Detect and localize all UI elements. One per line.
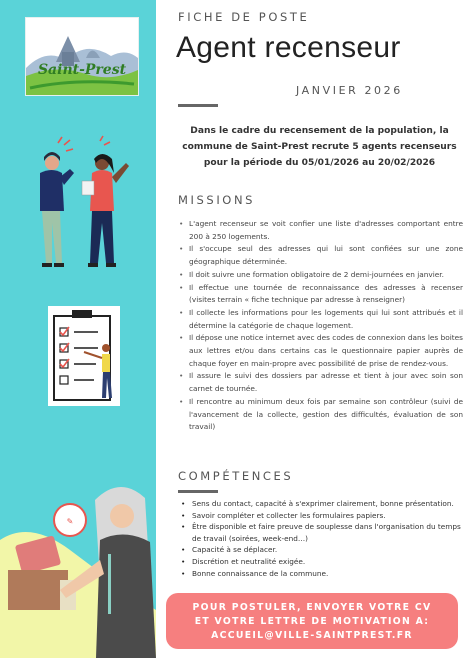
town-logo	[25, 17, 139, 96]
list-item: • Il assure le suivi des dossiers par adresse et tient à jour avec soin son carnet de tournée.	[178, 370, 463, 395]
list-item: • Il dépose une notice internet avec des codes de connexion dans les boites aux lettres et/ou dans certains cas le questionnaire papier auprès de chaque foyer en main-propre avec possibilité de prise de rendez-vous.	[178, 332, 463, 370]
contact-email-link[interactable]: ACCUEIL@VILLE-SAINTPREST.FR	[211, 630, 413, 641]
list-item: • Il collecte les informations pour les logements qui lui sont attribués et il détermine la catégorie de chaque logement.	[178, 307, 463, 332]
people-talking-illustration	[30, 133, 135, 273]
cta-line-1: POUR POSTULER, ENVOYER VOTRE CV	[192, 602, 432, 613]
divider	[178, 104, 218, 107]
page-title: Agent recenseur	[176, 31, 401, 64]
desk-worker-illustration	[0, 470, 156, 658]
list-item: • Il s'occupe seul des adresses qui lui sont confiées sur une zone géographique déterminée.	[178, 243, 463, 268]
intro-paragraph: Dans le cadre du recensement de la population, la commune de Saint-Prest recrute 5 agents recenseurs pour la période du 05/01/2026 au 20/02/2026	[182, 126, 457, 168]
cta-line-2: ET VOTRE LETTRE DE MOTIVATION A:	[194, 616, 430, 627]
missions-list	[178, 218, 463, 434]
missions-heading: MISSIONS	[178, 193, 256, 207]
list-item: • Discrétion et neutralité exigée.	[178, 556, 463, 568]
list-item: • Bonne connaissance de la commune.	[178, 568, 463, 580]
date-label: JANVIER 2026	[296, 84, 403, 97]
list-item: • Être disponible et faire preuve de souplesse dans l'organisation du temps de travail (soirées, week-end…)	[178, 521, 463, 544]
list-item: • Il effectue une tournée de reconnaissance des adresses à recenser (visites terrain « fiche technique par adresse à renseigner)	[178, 282, 463, 307]
list-item: • Savoir compléter et collecter les formulaires papiers.	[178, 510, 463, 522]
list-item: • Capacité à se déplacer.	[178, 544, 463, 556]
competences-heading: COMPÉTENCES	[178, 469, 294, 483]
list-item: • Sens du contact, capacité à s'exprimer clairement, bonne présentation.	[178, 498, 463, 510]
list-item: • L'agent recenseur se voit confier une liste d'adresses comportant entre 200 à 250 logements.	[178, 218, 463, 243]
list-item: • Il rencontre au minimum deux fois par semaine son contrôleur (suivi de l'avancement de la collecte, gestion des difficultés, évaluation de son travail)	[178, 396, 463, 434]
document-kicker: FICHE DE POSTE	[178, 10, 310, 24]
checklist-illustration	[48, 306, 120, 406]
divider	[178, 490, 218, 493]
apply-callout	[166, 593, 458, 649]
logo-wordmark: Saint-Prest	[37, 62, 127, 78]
svg-text:✎: ✎	[66, 517, 74, 526]
competences-list	[178, 498, 463, 579]
list-item: • Il doit suivre une formation obligatoire de 2 demi-journées en janvier.	[178, 269, 463, 282]
